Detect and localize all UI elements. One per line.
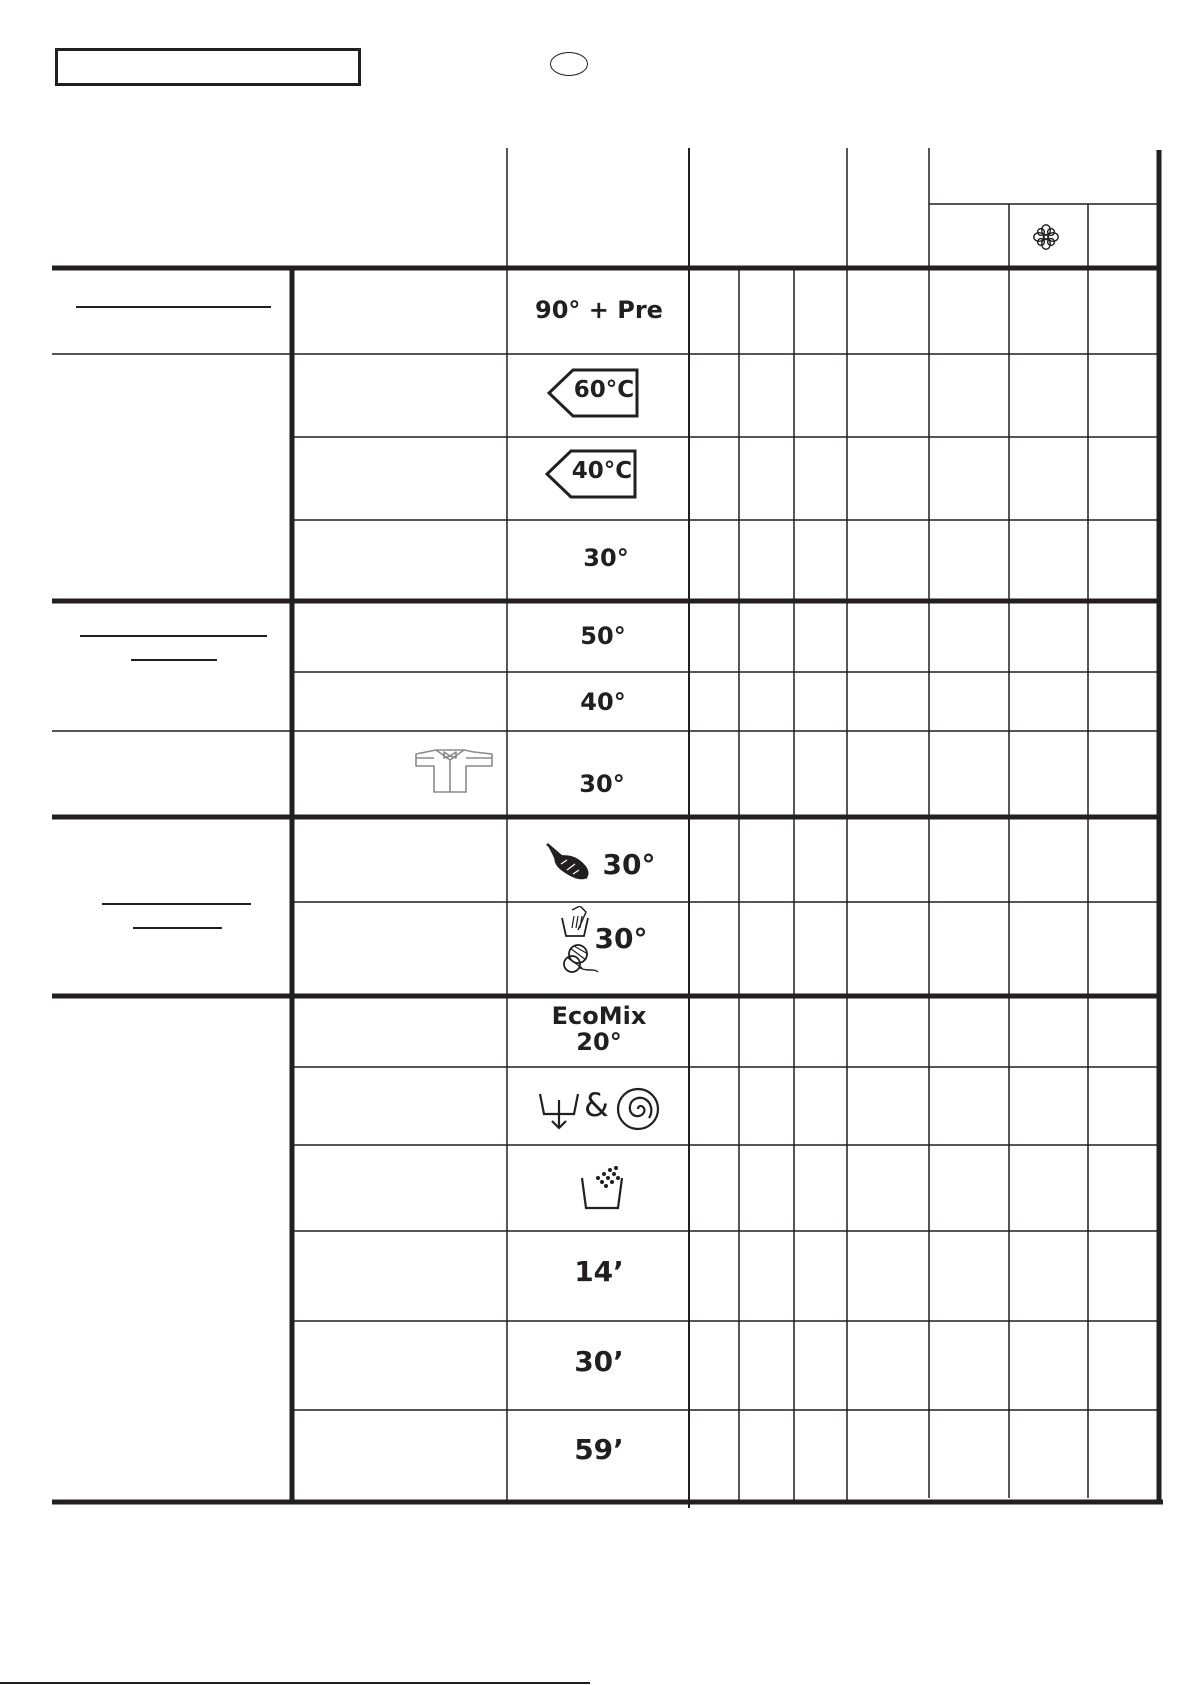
spin-icon <box>616 1087 660 1131</box>
program-50-label: 50° <box>580 622 626 650</box>
program-30-wool-label: 30° <box>594 922 648 955</box>
program-30-min-label: 30’ <box>574 1345 624 1378</box>
ecomix-label <box>508 1003 690 1055</box>
shirt-icon <box>414 746 494 794</box>
program-90-pre-label: 90° + Pre <box>535 296 663 324</box>
flower-icon <box>1031 222 1061 252</box>
rinse-icon <box>580 1164 624 1212</box>
footer-rule <box>0 1682 590 1684</box>
eco-tag-icon <box>545 449 637 499</box>
drain-icon <box>538 1090 580 1132</box>
program-30-label: 30° <box>583 544 629 572</box>
program-30-shirt-label: 30° <box>579 770 625 798</box>
program-14-min-label: 14’ <box>574 1255 624 1288</box>
drain-spin-ampersand: & <box>584 1086 609 1124</box>
program-40-label: 40°C <box>571 458 633 484</box>
program-60-label: 60°C <box>573 377 635 403</box>
program-59-min-label: 59’ <box>574 1433 624 1466</box>
eco-tag-icon <box>547 368 639 418</box>
program-40-plain-label: 40° <box>580 688 626 716</box>
program-30-delicate-label: 30° <box>602 848 656 881</box>
ecomix-label-line2: 20° <box>576 1028 622 1056</box>
ecomix-label-line1: EcoMix <box>551 1002 647 1030</box>
